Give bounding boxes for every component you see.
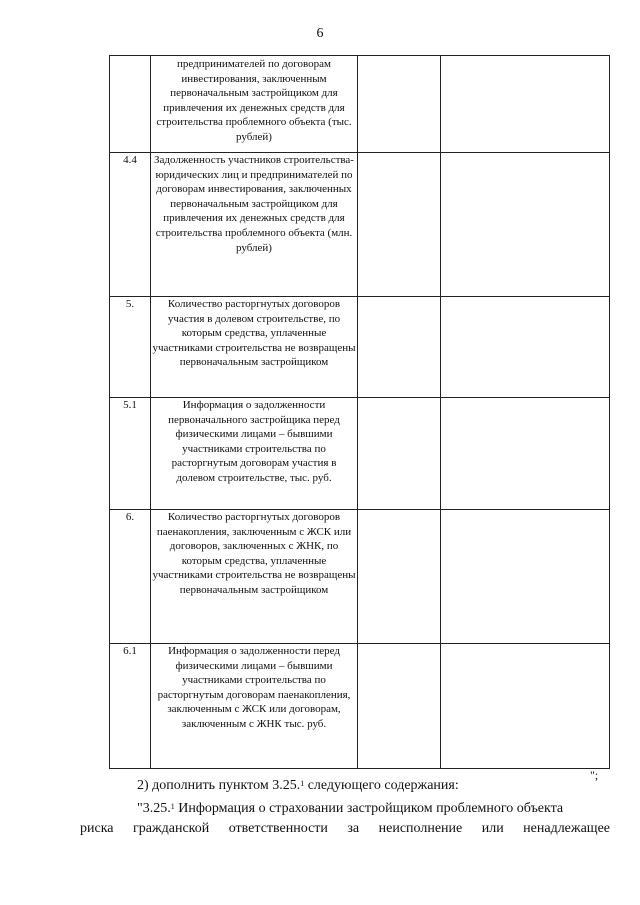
- row-number: 6.1: [110, 644, 151, 769]
- row-number: 4.4: [110, 153, 151, 297]
- empty-cell: [441, 297, 610, 398]
- clause-heading: "3.25.$^1$ Информация о страховании застройщиком проблемного объекта: [137, 801, 564, 816]
- table-row: [110, 297, 610, 398]
- empty-cell: [358, 510, 441, 644]
- empty-cell: [441, 153, 610, 297]
- row-number: 5.: [110, 297, 151, 398]
- empty-cell: [441, 644, 610, 769]
- table-row: [110, 398, 610, 510]
- row-description: Информация о задолженности перед физическими лицами – бывшими участниками строительства по расторгнутым договорам паенакопления, заключенным с ЖСК или договорам, заключенным с ЖНК тыс. руб.: [151, 644, 358, 769]
- row-number: 6.: [110, 510, 151, 644]
- empty-cell: [358, 398, 441, 510]
- table-closing-quote: ";: [590, 768, 599, 782]
- row-description: Информация о задолженности первоначального застройщика перед физическими лицами – бывшими участниками строительства по расторгнутым договорам участия в долевом строительстве, тыс. руб.: [151, 398, 358, 510]
- table-row: [110, 644, 610, 769]
- empty-cell: [441, 398, 610, 510]
- clause-text: риска гражданской ответственности за неисполнение или ненадлежащее: [80, 821, 610, 836]
- empty-cell: [358, 153, 441, 297]
- empty-cell: [358, 297, 441, 398]
- row-number: [110, 56, 151, 153]
- table-row: [110, 56, 610, 153]
- row-description: Количество расторгнутых договоров паенакопления, заключенным с ЖСК или договоров, заключенных с ЖНК, по которым средства, уплаченные участниками строительства не возвращены первоначальным застройщиком: [151, 510, 358, 644]
- row-number: 5.1: [110, 398, 151, 510]
- row-description: предпринимателей по договорам инвестирования, заключенным первоначальным застройщиком для привлечения их денежных средств для строительства проблемного объекта (тыс. рублей): [151, 56, 358, 153]
- empty-cell: [358, 644, 441, 769]
- table-row: [110, 153, 610, 297]
- empty-cell: [358, 56, 441, 153]
- row-description: Задолженность участников строительства-юридических лиц и предпринимателей по договорам инвестирования, заключенных первоначальным застройщиком для привлечения их денежных средств для строительства проблемного объекта (млн. рублей): [151, 153, 358, 297]
- empty-cell: [441, 510, 610, 644]
- amendment-paragraph: 2) дополнить пунктом 3.25.$^1$ следующего содержания:: [137, 778, 459, 793]
- empty-cell: [441, 56, 610, 153]
- page-number: 6: [316, 26, 324, 41]
- row-description: Количество расторгнутых договоров участия в долевом строительстве, по которым средства, уплаченные участниками строительства не возвращены первоначальным застройщиком: [151, 297, 358, 398]
- data-table: [109, 55, 610, 769]
- table-row: [110, 510, 610, 644]
